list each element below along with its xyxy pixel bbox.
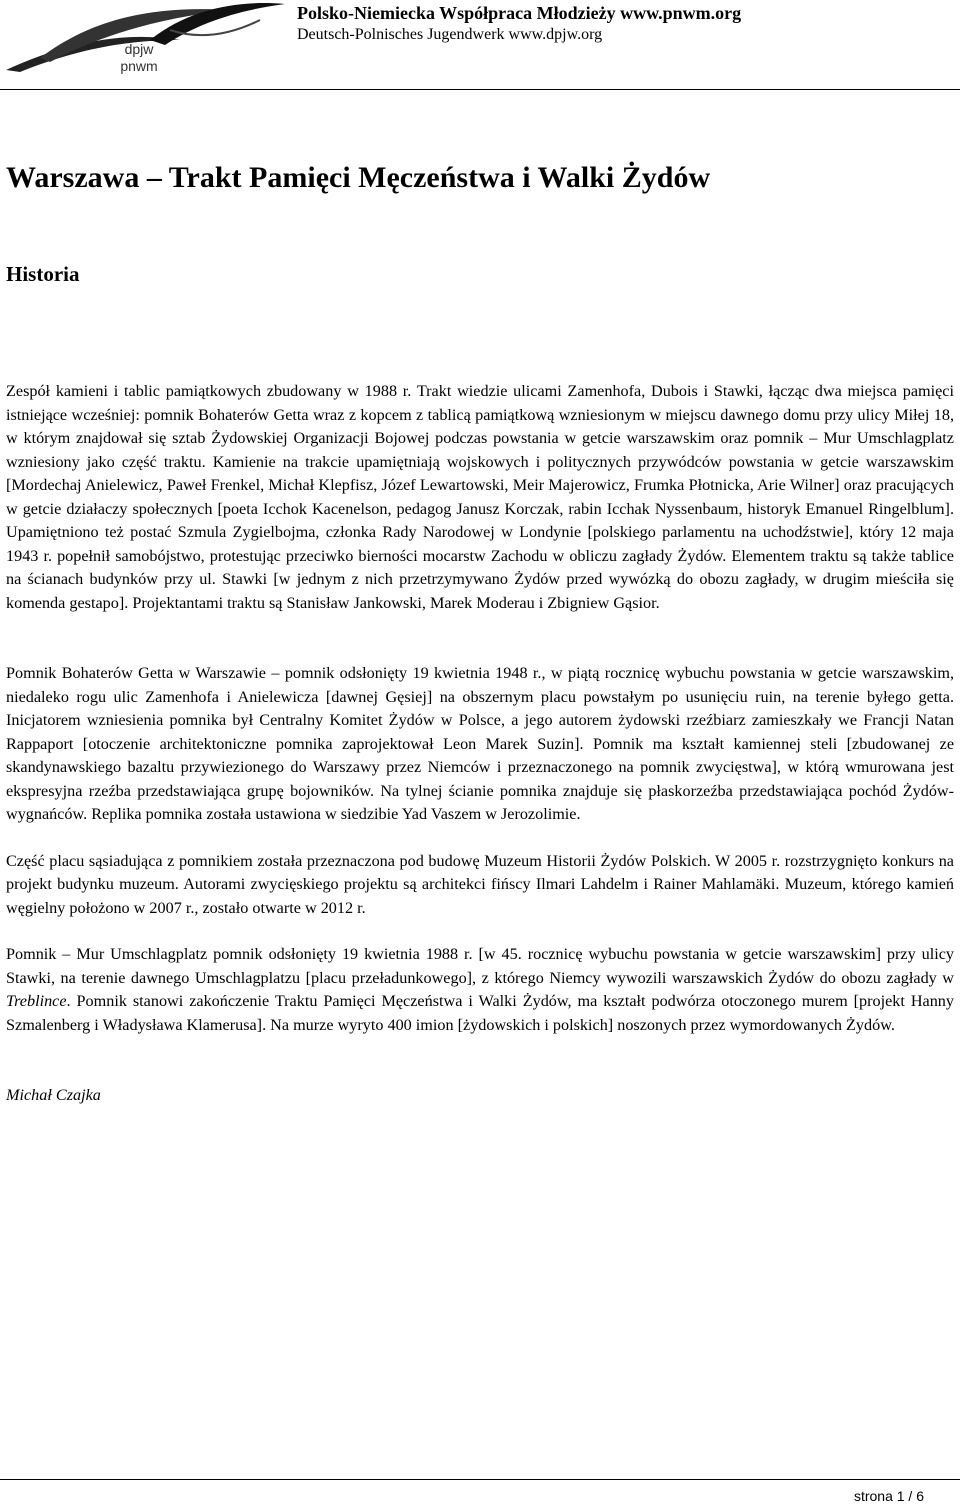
paragraph-pomnik-bohaterow: Pomnik Bohaterów Getta w Warszawie – pomnik odsłonięty 19 kwietnia 1948 r., w piątą rocznicę wybuchu powstania w getcie warszawskim, niedaleko rogu ulic Zamenhofa i Anielewicza [dawnej Gęsiej] na obszernym placu powstałym po usunięciu ruin, na terenie byłego getta. Inicjatorem wzniesienia pomnika był Centralny Komitet Żydów w Polsce, a jego autorem żydowski rzeźbiarz zamieszkały we Francji Natan Rappaport [otoczenie architektoniczne pomnika zaprojektował Leon Marek Suzin]. Pomnik ma kształt kamiennej steli [zbudowanej ze skandynawskiego bazaltu przywiezionego do Warszawy przez Niemców i przeznaczonego na pomnik zwycięstwa], w którą wmurowana jest ekspresyjna rzeźba przedstawiająca grupę bojowników. Na tylnej ścianie pomnika znajduje się płaskorzeźba przedstawiająca pochód Żydów-wygnańców. Replika pomnika została ustawiona w siedzibie Yad Vaszem w Jerozolimie. — [6, 664, 954, 823]
paragraph-muzeum: Część placu sąsiadująca z pomnikiem została przeznaczona pod budowę Muzeum Historii Żydów Polskich. W 2005 r. rozstrzygnięto konkurs na projekt budynku muzeum. Autorami zwycięskiego projektu są architekci fińscy Ilmari Lahdelm i Rainer Mahlamäki. Muzeum, którego kamień węgielny położono w 2007 r., zostało otwarte w 2012 r. — [6, 851, 954, 917]
header-divider — [0, 89, 960, 90]
footer-divider — [0, 1479, 960, 1480]
section-heading: Historia — [6, 262, 80, 286]
header-line-german: Deutsch-Polnisches Jugendwerk www.dpjw.org — [297, 26, 603, 43]
logo-text-pnwm: pnwm — [120, 58, 158, 74]
paragraph-trakt: Zespół kamieni i tablic pamiątkowych zbudowany w 1988 r. Trakt wiedzie ulicami Zamenhofa, Dubois i Stawki, łącząc dwa miejsca pamięci istniejące wcześniej: pomnik Bohaterów Getta wraz z kopcem z tablicą pamiątkową wzniesionym w miejscu dawnego domu przy ulicy Miłej 18, w którym znajdował się sztab Żydowskiej Organizacji Bojowej podczas powstania w getcie warszawskim oraz pomnik – Mur Umschlagplatz wzniesiony jako część traktu. Kamienie na trakcie upamiętniają wojskowych i politycznych przywódców powstania w getcie warszawskim [Mordechaj Anielewicz, Paweł Frenkel, Michał Klepfisz, Józef Lewartowski, Meir Majerowicz, Frumka Płotnicka, Arie Wilner] oraz pracujących w getcie działaczy społecznych [poeta Icchok Kacenelson, pedagog Janusz Korczak, rabin Icchak Nyssenbaum, historyk Emanuel Ringelblum]. Upamiętniono też postać Szmula Zygielbojma, członka Rady Narodowej w Londynie [polskiego parlamentu na uchodźstwie], który 12 maja 1943 r. popełnił samobójstwo, protestując przeciwko bierności mocarstw Zachodu w obliczu zagłady Żydów. Elementem traktu są także tablice na ścianach budynków przy ul. Stawki [w jednym z nich przetrzymywano Żydów przed wywózką do obozu zagłady, w drugim mieściła się komenda gestapo]. Projektantami traktu są Stanisław Jankowski, Marek Moderau i Zbigniew Gąsior. — [6, 382, 954, 612]
page-number: strona 1 / 6 — [853, 1488, 924, 1504]
article-body — [6, 380, 954, 1108]
author-signature: Michał Czajka — [6, 1086, 101, 1104]
paragraph-umschlagplatz-part1: Pomnik – Mur Umschlagplatz pomnik odsłonięty 19 kwietnia 1988 r. [w 45. rocznicę wybuchu powstania w getcie warszawskim] przy ulicy Stawki, na terenie dawnego Umschlagplatzu [placu przeładunkowego], z którego Niemcy wywozili warszawskich Żydów do obozu zagłady w — [6, 945, 954, 987]
paragraph-umschlagplatz — [6, 943, 954, 1037]
logo — [0, 0, 285, 80]
page-title: Warszawa – Trakt Pamięci Męczeństwa i Walki Żydów — [6, 161, 711, 194]
header-line-polish: Polsko-Niemiecka Współpraca Młodzieży www.pnwm.org — [297, 3, 742, 23]
page-header — [0, 0, 960, 90]
paragraph-umschlagplatz-part2: . Pomnik stanowi zakończenie Traktu Pamięci Męczeństwa i Walki Żydów, ma kształt podwórza otoczonego murem [projekt Hanny Szmalenberg i Władysława Klamerusa]. Na murze wyryto 400 imion [żydowskich i polskich] noszonych przez wymordowanych Żydów. — [6, 992, 954, 1034]
header-text — [297, 2, 741, 46]
logo-text-dpjw: dpjw — [124, 41, 154, 57]
place-name-treblinka: Treblince — [6, 992, 67, 1010]
logo-swoosh-icon — [0, 0, 285, 80]
